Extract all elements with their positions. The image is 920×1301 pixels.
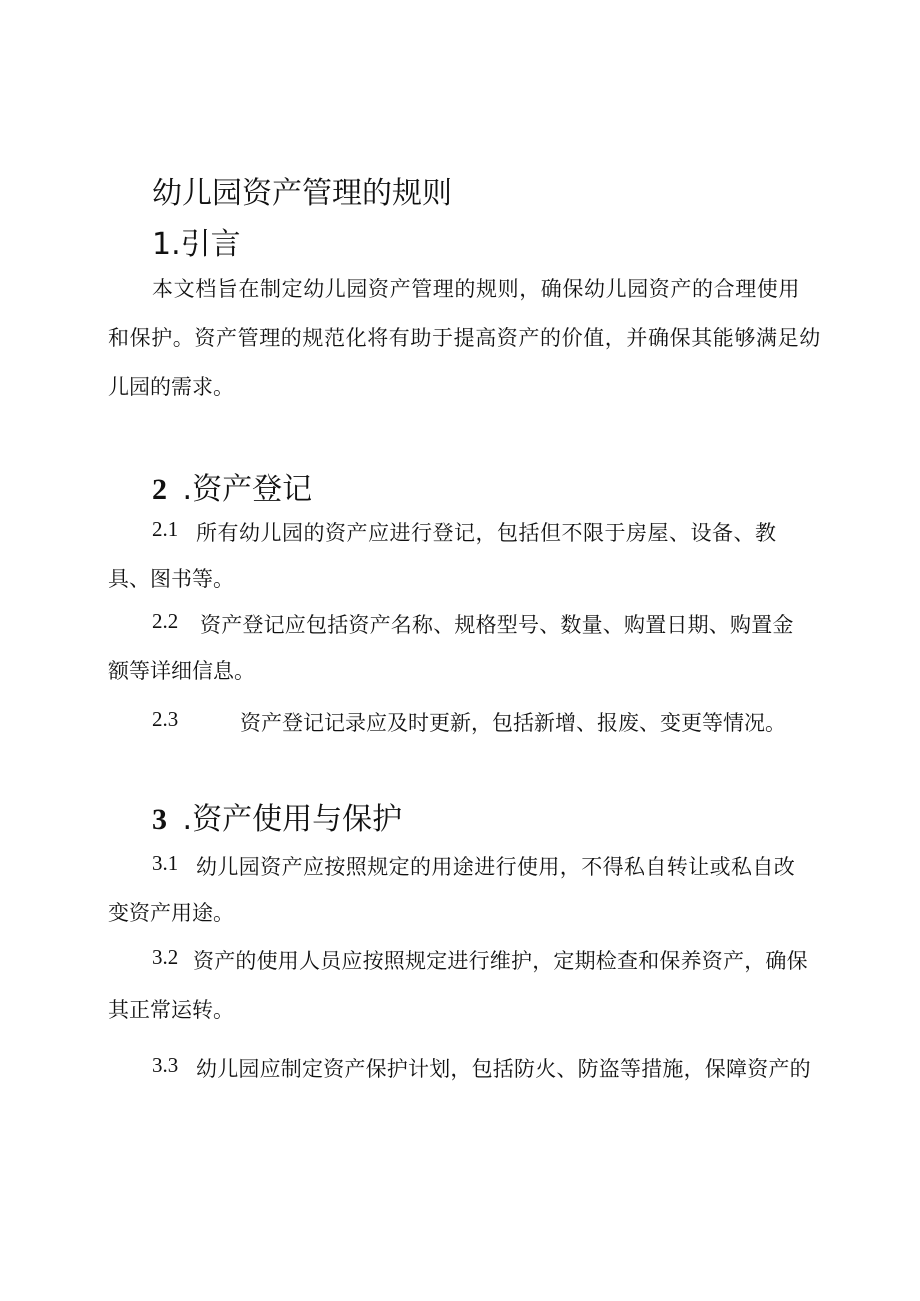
item-2-2-number: 2.2 xyxy=(152,609,179,633)
item-3-3-number: 3.3 xyxy=(152,1053,179,1077)
item-3-3-line-1: 幼儿园应制定资产保护计划，包括防火、防盗等措施，保障资产的 xyxy=(196,1057,811,1081)
item-3-1-line-1: 幼儿园资产应按照规定的用途进行使用，不得私自转让或私自改 xyxy=(196,855,796,879)
item-2-2-line-1: 资产登记应包括资产名称、规格型号、数量、购置日期、购置金 xyxy=(200,613,794,637)
section-3-number: 3 xyxy=(152,803,167,836)
item-2-3-number: 2.3 xyxy=(152,707,179,731)
intro-paragraph-line-1: 本文档旨在制定幼儿园资产管理的规则，确保幼儿园资产的合理使用 xyxy=(152,277,800,301)
intro-paragraph-line-3: 儿园的需求。 xyxy=(108,375,234,399)
item-3-2-line-2: 其正常运转。 xyxy=(108,998,234,1022)
item-2-1-line-1: 所有幼儿园的资产应进行登记，包括但不限于房屋、设备、教 xyxy=(196,521,777,545)
section-2-number: 2 xyxy=(152,473,167,506)
section-3-title: .资产使用与保护 xyxy=(182,802,403,837)
item-2-3-line-1: 资产登记记录应及时更新，包括新增、报废、变更等情况。 xyxy=(240,711,786,735)
item-3-1-number: 3.1 xyxy=(152,851,179,875)
item-3-1-line-2: 变资产用途。 xyxy=(108,901,234,925)
intro-paragraph-line-2: 和保护。资产管理的规范化将有助于提高资产的价值，并确保其能够满足幼 xyxy=(108,326,821,350)
section-2-title: .资产登记 xyxy=(182,472,313,507)
document-title: 幼儿园资产管理的规则 xyxy=(152,176,452,211)
item-2-1-number: 2.1 xyxy=(152,517,179,541)
section-2-heading xyxy=(152,464,312,508)
item-3-2-number: 3.2 xyxy=(152,945,179,969)
item-3-2-line-1: 资产的使用人员应按照规定进行维护，定期检查和保养资产，确保 xyxy=(193,949,808,973)
section-1-heading: 1.引言 xyxy=(152,227,241,262)
item-2-1-line-2: 具、图书等。 xyxy=(108,567,234,591)
item-2-2-line-2: 额等详细信息。 xyxy=(108,659,255,683)
section-3-heading xyxy=(152,794,402,838)
